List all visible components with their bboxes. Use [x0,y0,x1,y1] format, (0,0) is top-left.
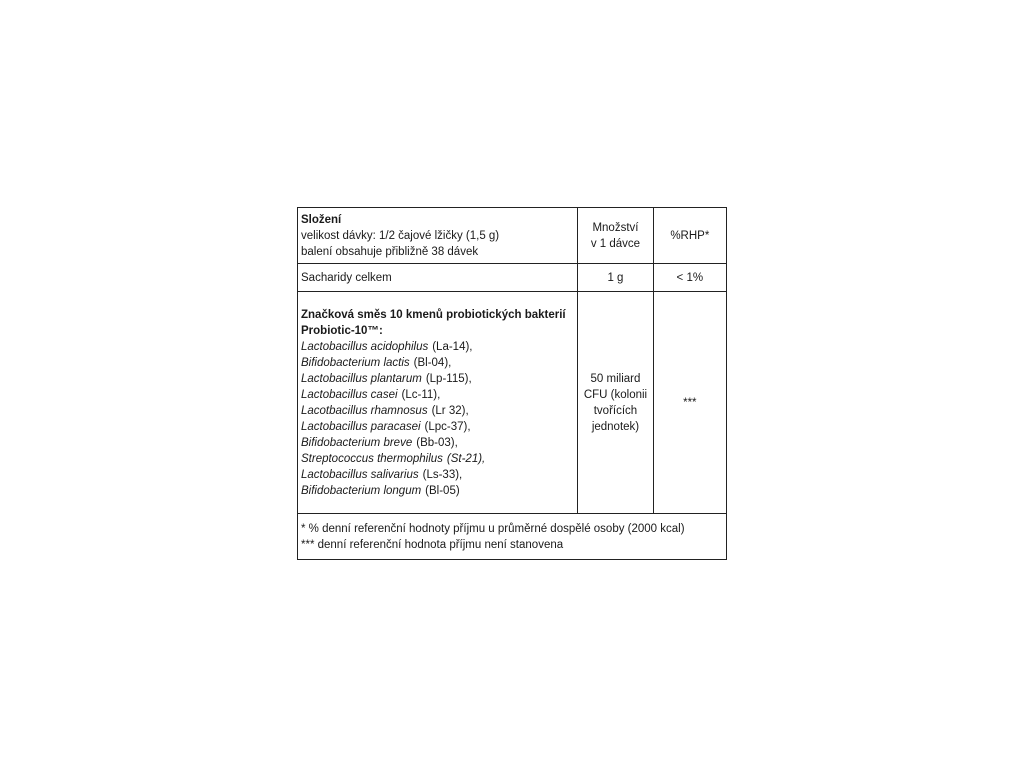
strain-name: Bifidobacterium breve [301,436,413,449]
blend-amount-line: CFU (kolonii [583,388,648,401]
composition-title: Složení [301,213,342,226]
strain-item [301,483,574,499]
strain-name: Streptococcus thermophilus [301,452,443,465]
strain-code: (Lp-115), [425,372,472,385]
strain-name: Lactobacillus salivarius [301,468,419,481]
strain-name: Lactobacillus plantarum [301,372,422,385]
blend-amount-cell [578,292,653,514]
blend-amount-line: jednotek) [591,420,640,433]
blend-label-cell [298,292,578,514]
strain-item [301,435,574,451]
blend-title-line1: Značková směs 10 kmenů probiotických bakterií [301,308,566,321]
footnote-rhp: * % denní referenční hodnoty příjmu u průměrné dospělé osoby (2000 kcal) [301,522,685,535]
rhp-header-cell [653,208,726,264]
strain-item [301,451,574,467]
strain-code: (Ls-33), [422,468,463,481]
carbs-rhp: < 1% [676,271,704,284]
strain-code: (Bl-04), [413,356,452,369]
strain-name: Lacotbacillus rhamnosus [301,404,428,417]
amount-header-line2: v 1 dávce [590,237,641,250]
blend-amount-line: 50 miliard [590,372,641,385]
amount-header-line1: Množství [592,221,639,234]
footnote-not-established: *** denní referenční hodnota příjmu není stanovena [301,538,564,551]
strain-code: (La-14), [432,340,473,353]
strain-name: Lactobacillus paracasei [301,420,421,433]
serving-size: velikost dávky: 1/2 čajové lžičky (1,5 g) [301,229,500,242]
strain-item [301,355,574,371]
strain-code: (Lpc-37), [424,420,471,433]
strain-code: (Lr 32), [431,404,469,417]
carbs-row [298,264,727,292]
blend-title-line2: Probiotic-10™: [301,324,383,337]
carbs-label: Sacharidy celkem [301,271,392,284]
strain-code: (Bb-03), [416,436,458,449]
carbs-rhp-cell [653,264,726,292]
probiotic-blend-row [298,292,727,514]
strain-name: Bifidobacterium longum [301,484,422,497]
strain-code: (Bl-05) [425,484,460,497]
nutrition-table [297,207,727,560]
rhp-header: %RHP* [670,229,710,242]
header-row [298,208,727,264]
blend-amount-line: tvořících [593,404,638,417]
blend-rhp: *** [683,396,697,409]
carbs-amount: 1 g [607,271,624,284]
footnote-cell [298,514,727,560]
carbs-label-cell [298,264,578,292]
strain-code: (St-21), [446,452,486,465]
strain-name: Lactobacillus casei [301,388,398,401]
amount-header-cell [578,208,653,264]
strain-item [301,387,574,403]
strain-item [301,403,574,419]
strain-item [301,371,574,387]
strain-name: Bifidobacterium lactis [301,356,410,369]
blend-rhp-cell [653,292,726,514]
strain-name: Lactobacillus acidophilus [301,340,429,353]
carbs-amount-cell [578,264,653,292]
strain-item [301,339,574,355]
servings-per-pack: balení obsahuje přibližně 38 dávek [301,245,479,258]
strain-item [301,467,574,483]
strain-item [301,419,574,435]
composition-header-cell [298,208,578,264]
strain-code: (Lc-11), [401,388,441,401]
footnote-row [298,514,727,560]
